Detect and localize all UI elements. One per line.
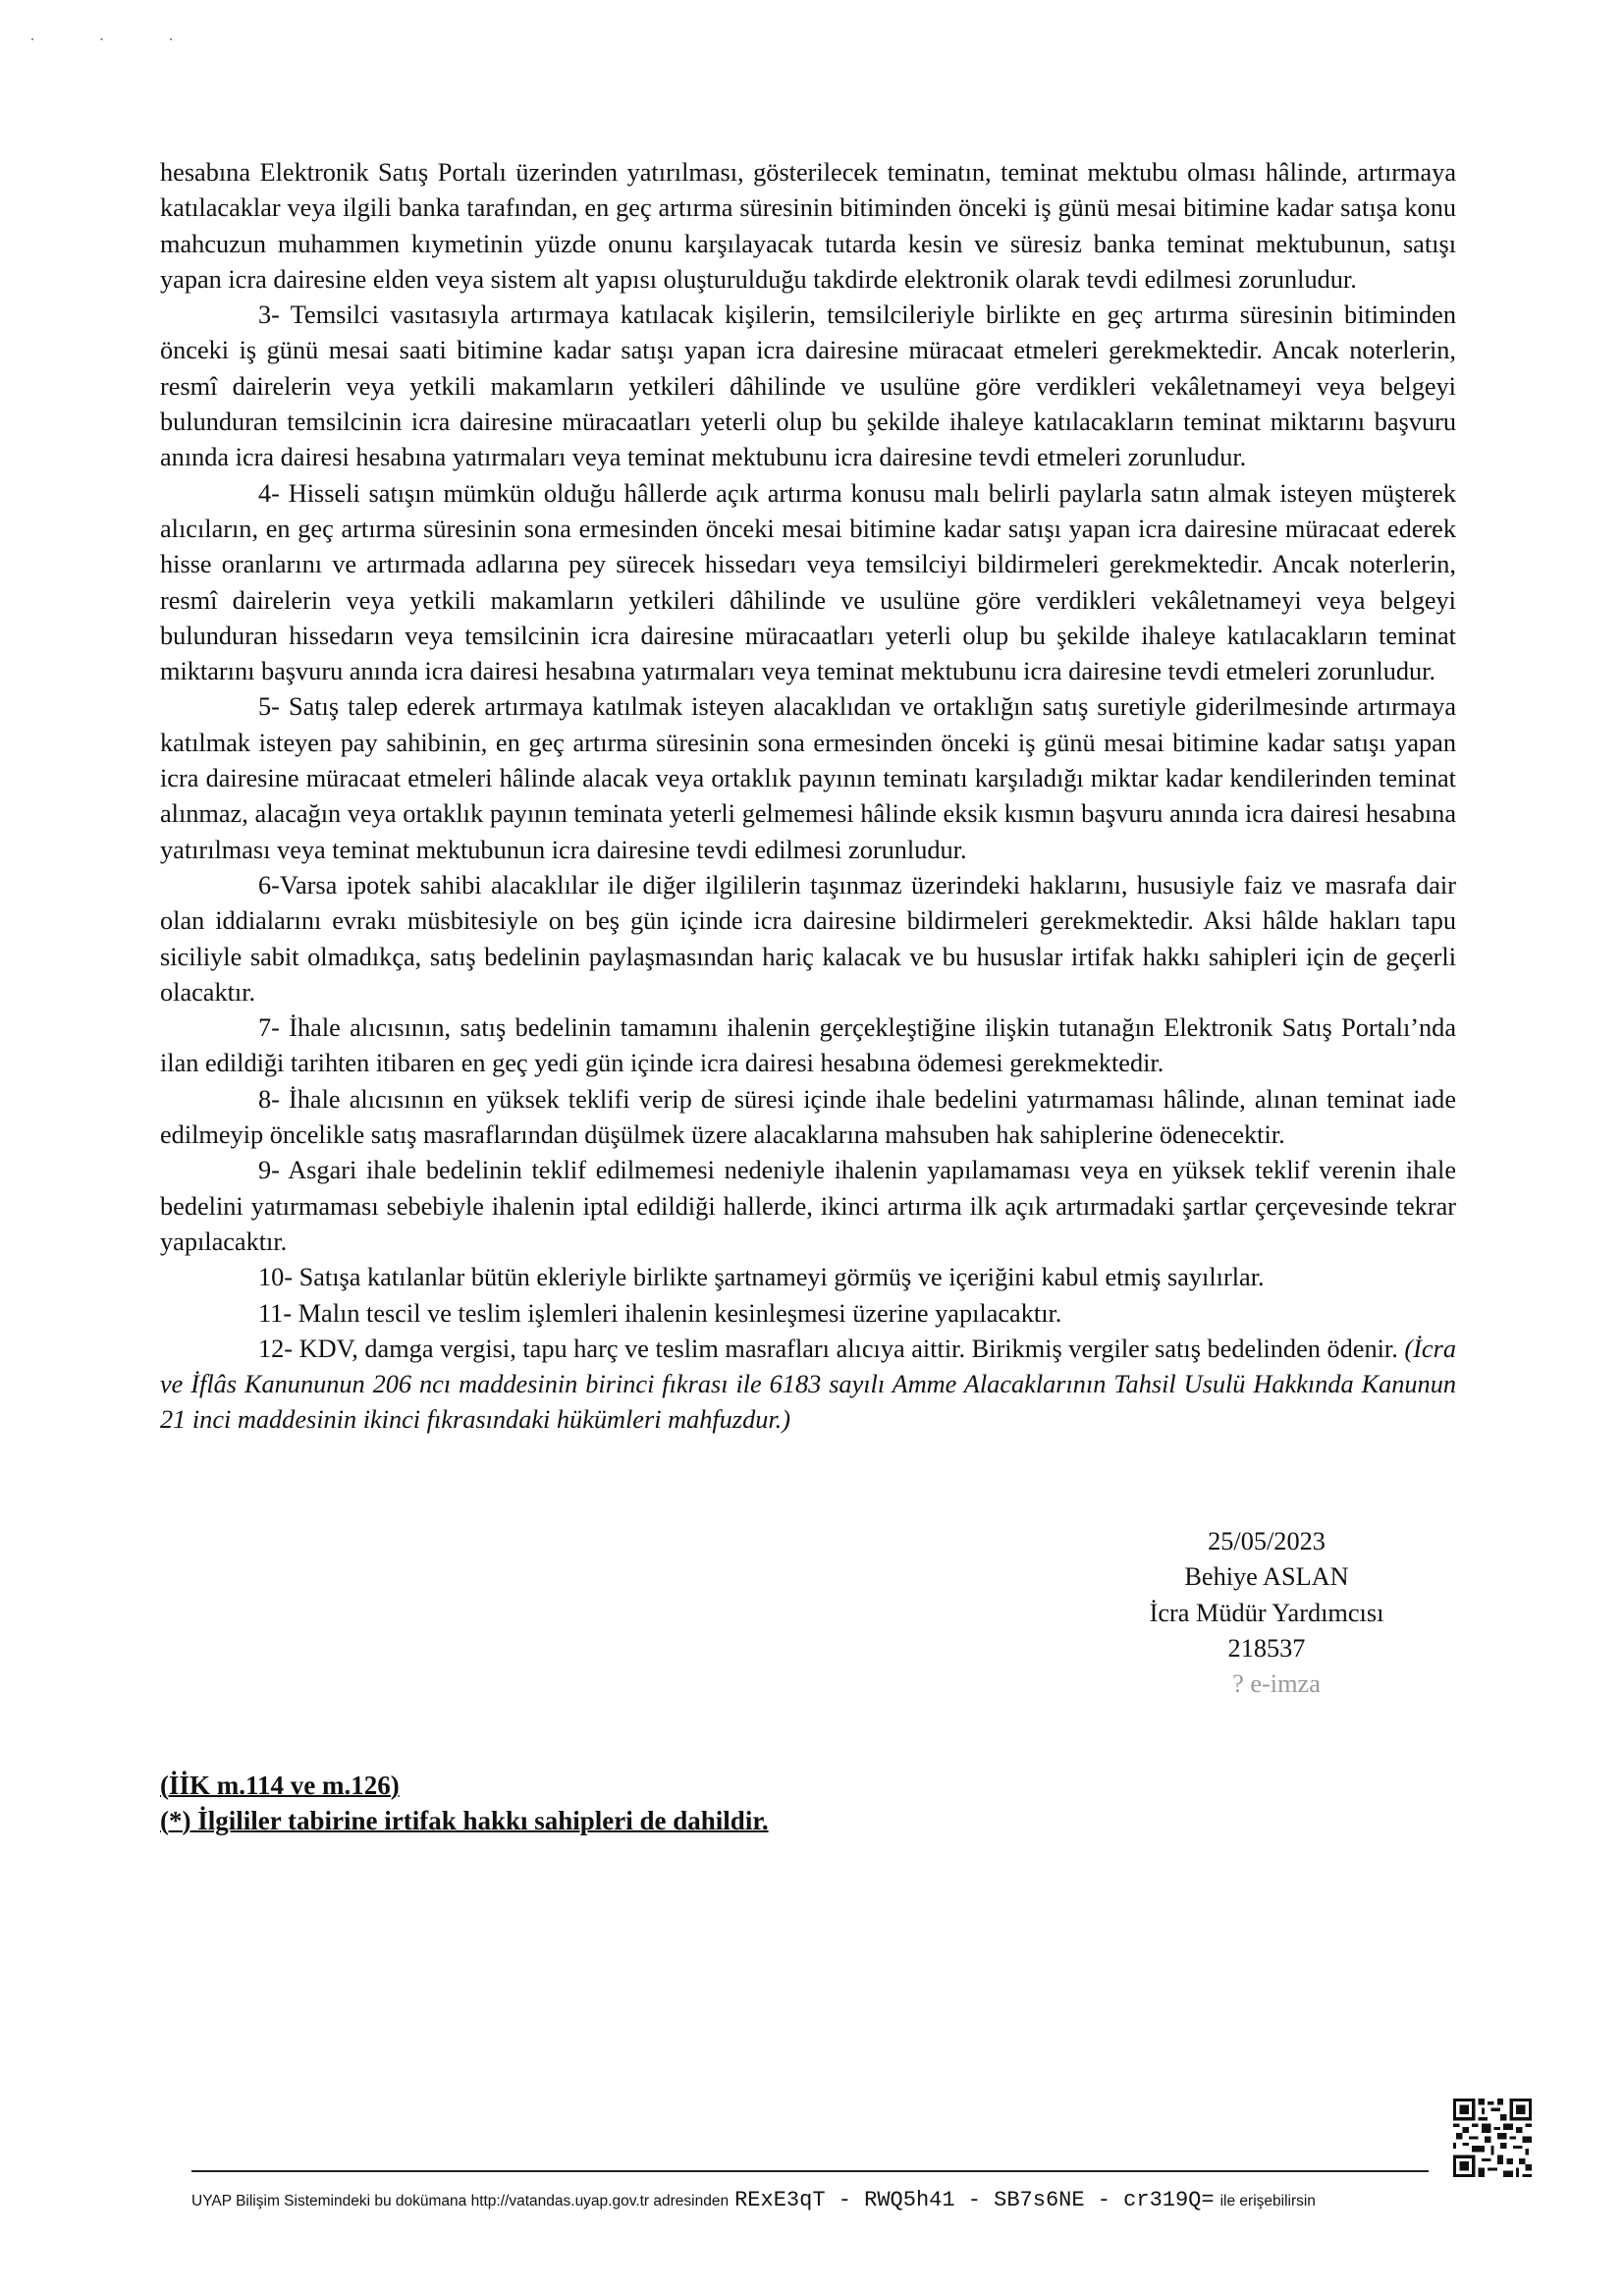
legal-reservation-italic: (İcra ve İflâs Kanununun 206 ncı maddesinin birinci fıkrası ile 6183 sayılı Amme Alacaklarının Tahsil Usulü Hakkında Kanunun 21 inci maddesinin ikinci fıkrasındaki hükümleri mahfuzdur.) (160, 1334, 1456, 1435)
paragraph-7: 7- İhale alıcısının, satış bedelinin tamamını ihalenin gerçekleştiğine ilişkin tutanağın Elektronik Satış Portalı’nda ilan edildiği tarihten itibaren en geç yedi gün içinde icra dairesi hesabına ödemesi gerekmektedir. (160, 1013, 1456, 1078)
notes-block (160, 1768, 769, 1838)
paragraph-3: 3- Temsilci vasıtasıyla artırmaya katılacak kişilerin, temsilcileriyle birlikte en geç artırma süresinin bitiminden önceki iş günü mesai saati bitimine kadar satışı yapan icra dairesine müracaat etmeleri gerekmektedir. Ancak noterlerin, resmî dairelerin veya yetkili makamların yetkileri dâhilinde ve usulüne göre verdikleri vekâletnameyi veya belgeyi bulunduran temsilcinin icra dairesine müracaatları yeterli olup bu şekilde ihaleye katılacakların teminat miktarını başvuru anında icra dairesi hesabına yatırmaları veya teminat mektubunu icra dairesine tevdi etmeleri zorunludur. (160, 300, 1456, 472)
paragraph-continuation: hesabına Elektronik Satış Portalı üzerinden yatırılması, gösterilecek teminatın, teminat mektubu olması hâlinde, artırmaya katılacaklar veya ilgili banka tarafından, en geç artırma süresinin bitiminden önceki iş günü mesai bitimine kadar satışa konu mahcuzun muhammen kıymetinin yüzde onunu karşılayacak tutarda kesin ve süresiz banka teminat mektubunun, satışı yapan icra dairesine elden veya sistem alt yapısı oluşturulduğu takdirde elektronik olarak tevdi edilmesi zorunludur. (160, 158, 1456, 294)
footer (191, 2188, 1438, 2212)
paragraph-12 (160, 1332, 1456, 1439)
footer-divider (191, 2170, 1429, 2172)
signatory-title: İcra Müdür Yardımcısı (1149, 1598, 1384, 1627)
footnote: (*) İlgililer tabirine irtifak hakkı sahipleri de dahildir. (160, 1806, 769, 1835)
signatory-id: 218537 (1227, 1633, 1306, 1663)
scan-specks: · · · (29, 29, 203, 49)
law-reference: (İİK m.114 ve m.126) (160, 1771, 400, 1800)
signatory-name: Behiye ASLAN (1184, 1562, 1349, 1592)
verification-code: RExE3qT - RWQ5h41 - SB7s6NE - cr319Q= (734, 2188, 1215, 2212)
signature-date: 25/05/2023 (1208, 1527, 1326, 1555)
qr-code-icon (1453, 2099, 1532, 2177)
paragraph-9: 9- Asgari ihale bedelinin teklif edilmemesi nedeniyle ihalenin yapılamaması veya en yüksek teklif verenin ihale bedelini yatırmaması sebebiyle ihalenin iptal edildiği hallerde, ikinci artırma ilk açık artırmadaki şartlar çerçevesinde tekrar yapılacaktır. (160, 1156, 1456, 1256)
document-body (160, 155, 1456, 1439)
paragraph-4: 4- Hisseli satışın mümkün olduğu hâllerde açık artırma konusu malı belirli paylarla satın almak isteyen müşterek alıcıların, en geç artırma süresinin sona ermesinden önceki mesai bitimine kadar satışı yapan icra dairesine müracaat ederek hisse oranlarını ve artırmada adlarına pey sürecek hissedarı veya temsilciyi bildirmeleri gerekmektedir. Ancak noterlerin, resmî dairelerin veya yetkili makamların yetkileri dâhilinde ve usulüne göre verdikleri vekâletnameyi veya belgeyi bulunduran hissedarın veya temsilcinin icra dairesine müracaatları yeterli olup bu şekilde ihaleye katılacakların teminat miktarını başvuru anında icra dairesi hesabına yatırmaları veya teminat mektubunu icra dairesine tevdi etmeleri zorunludur. (160, 478, 1456, 686)
paragraph-8: 8- İhale alıcısının en yüksek teklifi verip de süresi içinde ihale bedelini yatırmaması hâlinde, alınan teminat iade edilmeyip öncelikle satış masraflarından düşülmek üzere alacaklarına mahsuben hak sahiplerine ödenecektir. (160, 1084, 1456, 1150)
paragraph-12-text: 12- KDV, damga vergisi, tapu harç ve teslim masrafları alıcıya aittir. Birikmiş vergiler satış bedelinden ödenir. (258, 1334, 1398, 1363)
footer-prefix: UYAP Bilişim Sistemindeki bu dokümana http://vatandas.uyap.gov.tr adresinden (191, 2193, 730, 2209)
paragraph-11: 11- Malın tescil ve teslim işlemleri ihalenin kesinleşmesi üzerine yapılacaktır. (258, 1298, 1062, 1328)
paragraph-10: 10- Satışa katılanlar bütün ekleriyle birlikte şartnameyi görmüş ve içeriğini kabul etmiş sayılırlar. (258, 1263, 1265, 1292)
signature-block (1090, 1524, 1443, 1702)
footer-suffix: ile erişebilirsin (1219, 2193, 1316, 2209)
paragraph-6: 6-Varsa ipotek sahibi alacaklılar ile diğer ilgililerin taşınmaz üzerindeki haklarını, hususiyle faiz ve masrafa dair olan iddialarını evrakı müsbitesiyle on beş gün içinde icra dairesine bildirmeleri gerekmektedir. Aksi hâlde hakları tapu siciliyle sabit olmadıkça, satış bedelinin paylaşmasından hariç kalacak ve bu hususlar irtifak hakkı sahipleri için de geçerli olacaktır. (160, 870, 1456, 1007)
e-signature-mark: ? e-imza (1232, 1669, 1321, 1699)
paragraph-5: 5- Satış talep ederek artırmaya katılmak isteyen alacaklıdan ve ortaklığın satış suretiyle giderilmesinde artırmaya katılmak isteyen pay sahibinin, en geç artırma süresinin sona ermesinden önceki iş günü mesai bitimine kadar satışı yapan icra dairesine müracaat etmeleri hâlinde alacak veya ortaklık payının teminatı karşıladığı miktar kadar kendilerinden teminat alınmaz, alacağın veya ortaklık payının teminata yeterli gelmemesi hâlinde eksik kısmın başvuru anında icra dairesi hesabına yatırılması veya teminat mektubunun icra dairesine tevdi edilmesi zorunludur. (160, 692, 1456, 864)
